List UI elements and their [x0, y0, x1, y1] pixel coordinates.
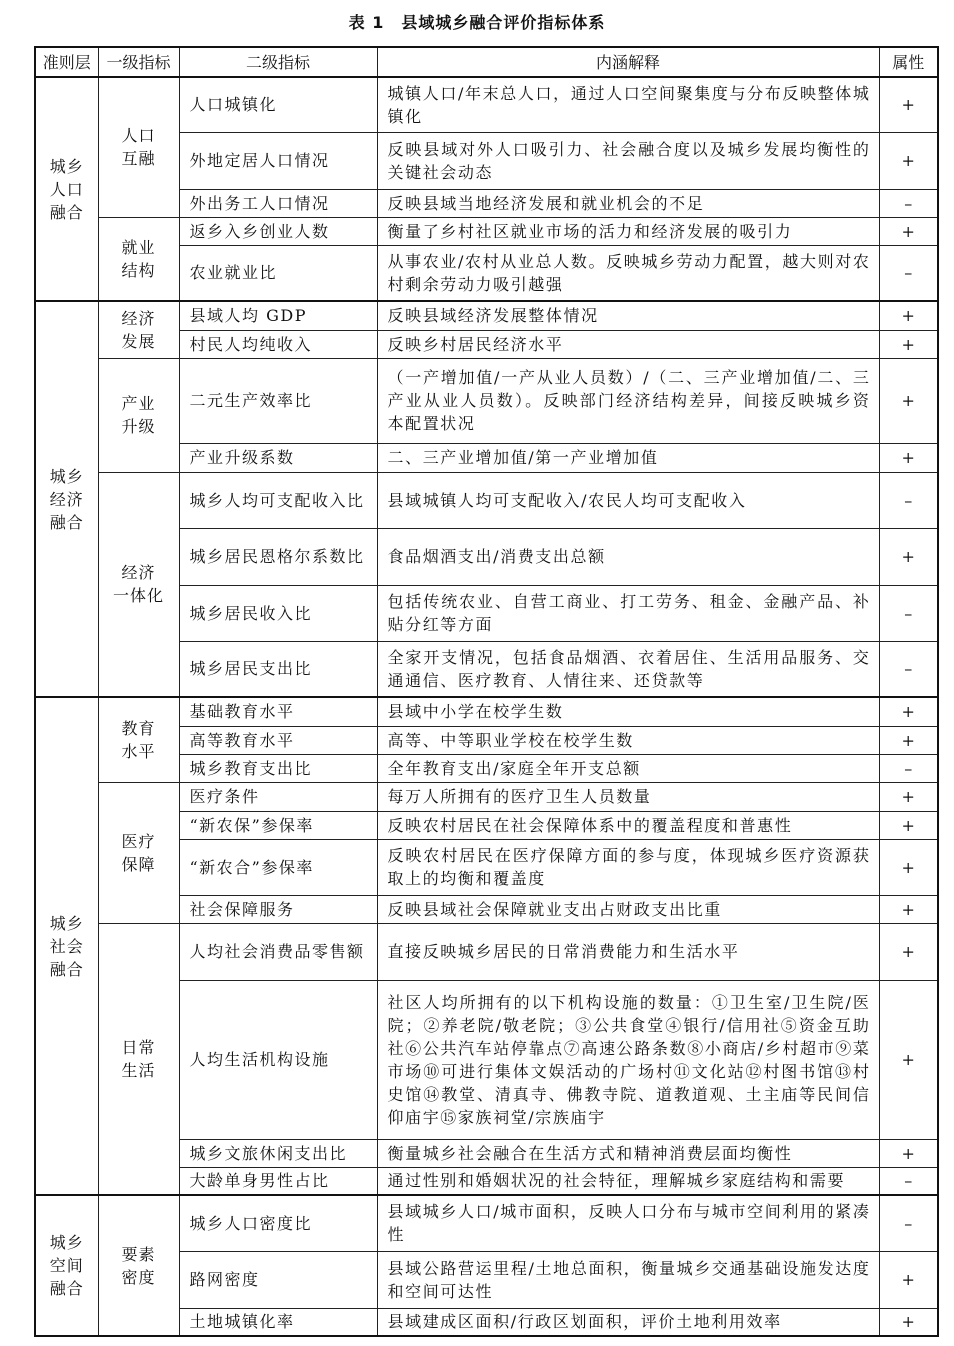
meaning-cell: 县域城乡人口/城市面积，反映人口分布与城市空间利用的紧凑性: [377, 1195, 879, 1251]
meaning-cell: 反映县域社会保障就业支出占财政支出比重: [377, 895, 879, 923]
meaning-cell: 食品烟酒支出/消费支出总额: [377, 528, 879, 585]
table-title: 表 1 县域城乡融合评价指标体系: [348, 13, 606, 32]
level1-cell: 人口 互融: [98, 77, 179, 217]
indicator-cell: 外地定居人口情况: [179, 132, 377, 189]
level1-cell: 要素 密度: [98, 1195, 179, 1336]
table-row: [35, 782, 938, 811]
level1-cell: 经济 发展: [98, 301, 179, 358]
indicator-cell: 高等教育水平: [179, 726, 377, 754]
meaning-cell: 县域中小学在校学生数: [377, 697, 879, 726]
meaning-cell: 反映县域对外人口吸引力、社会融合度以及城乡发展均衡性的关键社会动态: [377, 132, 879, 189]
meaning-cell: 城镇人口/年末总人口，通过人口空间聚集度与分布反映整体城镇化: [377, 77, 879, 132]
attribute-cell: +: [879, 1308, 938, 1336]
indicator-cell: 城乡人均可支配收入比: [179, 472, 377, 528]
table-row: [35, 1195, 938, 1251]
attribute-cell: +: [879, 1139, 938, 1167]
attribute-cell: +: [879, 528, 938, 585]
meaning-cell: 反映乡村居民经济水平: [377, 330, 879, 358]
attribute-cell: –: [879, 245, 938, 301]
indicator-cell: 社会保障服务: [179, 895, 377, 923]
indicator-cell: 路网密度: [179, 1251, 377, 1308]
criteria-cell: 城乡 人口 融合: [35, 77, 98, 301]
attribute-cell: +: [879, 217, 938, 245]
indicator-cell: 城乡人口密度比: [179, 1195, 377, 1251]
level1-cell: 就业 结构: [98, 217, 179, 301]
indicator-cell: 人口城镇化: [179, 77, 377, 132]
indicator-cell: 城乡教育支出比: [179, 754, 377, 782]
indicator-cell: 医疗条件: [179, 782, 377, 811]
meaning-cell: 全年教育支出/家庭全年开支总额: [377, 754, 879, 782]
attribute-cell: +: [879, 330, 938, 358]
attribute-cell: –: [879, 585, 938, 641]
attribute-cell: +: [879, 839, 938, 895]
indicator-cell: 城乡居民收入比: [179, 585, 377, 641]
table-row: [35, 301, 938, 330]
indicator-table: [34, 46, 939, 1337]
indicator-cell: 村民人均纯收入: [179, 330, 377, 358]
attribute-cell: +: [879, 782, 938, 811]
level1-cell: 医疗 保障: [98, 782, 179, 923]
table-header-row: [35, 47, 938, 77]
meaning-cell: 全家开支情况，包括食品烟酒、衣着居住、生活用品服务、交通通信、医疗教育、人情往来、还贷款等: [377, 641, 879, 697]
meaning-cell: 反映县域经济发展整体情况: [377, 301, 879, 330]
attribute-cell: +: [879, 726, 938, 754]
attribute-cell: +: [879, 358, 938, 443]
attribute-cell: +: [879, 77, 938, 132]
attribute-cell: +: [879, 132, 938, 189]
indicator-cell: 大龄单身男性占比: [179, 1167, 377, 1195]
indicator-cell: 人均生活机构设施: [179, 980, 377, 1139]
attribute-cell: –: [879, 1195, 938, 1251]
meaning-cell: 反映农村居民在医疗保障方面的参与度，体现城乡医疗资源获取上的均衡和覆盖度: [377, 839, 879, 895]
table-row: [35, 472, 938, 528]
indicator-cell: 城乡居民恩格尔系数比: [179, 528, 377, 585]
attribute-cell: +: [879, 923, 938, 980]
meaning-cell: 社区人均所拥有的以下机构设施的数量：①卫生室/卫生院/医院；②养老院/敬老院；③公共食堂④银行/信用社⑤资金互助社⑥公共汽车站停靠点⑦高速公路条数⑧小商店/乡村超市⑨菜市场⑩可进行集体文娱活动的广场村⑪文化站⑫村图书馆⑬村史馆⑭教堂、清真寺、佛教寺院、道教道观、土主庙等民间信仰庙宇⑮家族祠堂/宗族庙宇: [377, 980, 879, 1139]
attribute-cell: +: [879, 301, 938, 330]
attribute-cell: +: [879, 443, 938, 472]
header-criteria: 准则层: [35, 47, 98, 77]
header-level1: 一级指标: [98, 47, 179, 77]
attribute-cell: +: [879, 895, 938, 923]
meaning-cell: 县域建成区面积/行政区划面积，评价土地利用效率: [377, 1308, 879, 1336]
meaning-cell: 每万人所拥有的医疗卫生人员数量: [377, 782, 879, 811]
table-row: [35, 697, 938, 726]
attribute-cell: –: [879, 472, 938, 528]
header-level2: 二级指标: [179, 47, 377, 77]
meaning-cell: 高等、中等职业学校在校学生数: [377, 726, 879, 754]
indicator-cell: 基础教育水平: [179, 697, 377, 726]
table-body: [35, 77, 938, 1336]
meaning-cell: 县域城镇人均可支配收入/农民人均可支配收入: [377, 472, 879, 528]
indicator-cell: 外出务工人口情况: [179, 189, 377, 217]
indicator-cell: 返乡入乡创业人数: [179, 217, 377, 245]
attribute-cell: +: [879, 1251, 938, 1308]
meaning-cell: 衡量城乡社会融合在生活方式和精神消费层面均衡性: [377, 1139, 879, 1167]
meaning-cell: 包括传统农业、自营工商业、打工劳务、租金、金融产品、补贴分红等方面: [377, 585, 879, 641]
meaning-cell: 县域公路营运里程/土地总面积，衡量城乡交通基础设施发达度和空间可达性: [377, 1251, 879, 1308]
criteria-cell: 城乡 经济 融合: [35, 301, 98, 697]
meaning-cell: 反映县域当地经济发展和就业机会的不足: [377, 189, 879, 217]
indicator-cell: “新农保”参保率: [179, 811, 377, 839]
indicator-cell: 县域人均 GDP: [179, 301, 377, 330]
criteria-cell: 城乡 空间 融合: [35, 1195, 98, 1336]
indicator-cell: 土地城镇化率: [179, 1308, 377, 1336]
meaning-cell: 直接反映城乡居民的日常消费能力和生活水平: [377, 923, 879, 980]
indicator-cell: “新农合”参保率: [179, 839, 377, 895]
indicator-cell: 农业就业比: [179, 245, 377, 301]
meaning-cell: 通过性别和婚姻状况的社会特征，理解城乡家庭结构和需要: [377, 1167, 879, 1195]
attribute-cell: –: [879, 641, 938, 697]
table-row: [35, 217, 938, 245]
table-row: [35, 923, 938, 980]
indicator-cell: 人均社会消费品零售额: [179, 923, 377, 980]
header-meaning: 内涵解释: [377, 47, 879, 77]
meaning-cell: 从事农业/农村从业总人数。反映城乡劳动力配置，越大则对农村剩余劳动力吸引越强: [377, 245, 879, 301]
attribute-cell: –: [879, 1167, 938, 1195]
table-row: [35, 77, 938, 132]
attribute-cell: –: [879, 754, 938, 782]
meaning-cell: 反映农村居民在社会保障体系中的覆盖程度和普惠性: [377, 811, 879, 839]
attribute-cell: +: [879, 697, 938, 726]
meaning-cell: 衡量了乡村社区就业市场的活力和经济发展的吸引力: [377, 217, 879, 245]
header-attribute: 属性: [879, 47, 938, 77]
attribute-cell: –: [879, 189, 938, 217]
meaning-cell: 二、三产业增加值/第一产业增加值: [377, 443, 879, 472]
level1-cell: 日常 生活: [98, 923, 179, 1195]
indicator-cell: 二元生产效率比: [179, 358, 377, 443]
table-row: [35, 358, 938, 443]
attribute-cell: +: [879, 811, 938, 839]
attribute-cell: +: [879, 980, 938, 1139]
indicator-cell: 产业升级系数: [179, 443, 377, 472]
criteria-cell: 城乡 社会 融合: [35, 697, 98, 1195]
level1-cell: 产业 升级: [98, 358, 179, 472]
indicator-cell: 城乡居民支出比: [179, 641, 377, 697]
indicator-cell: 城乡文旅休闲支出比: [179, 1139, 377, 1167]
level1-cell: 教育 水平: [98, 697, 179, 782]
level1-cell: 经济 一体化: [98, 472, 179, 697]
meaning-cell: （一产增加值/一产从业人员数）/（二、三产业增加值/二、三产业从业人员数）。反映部门经济结构差异，间接反映城乡资本配置状况: [377, 358, 879, 443]
